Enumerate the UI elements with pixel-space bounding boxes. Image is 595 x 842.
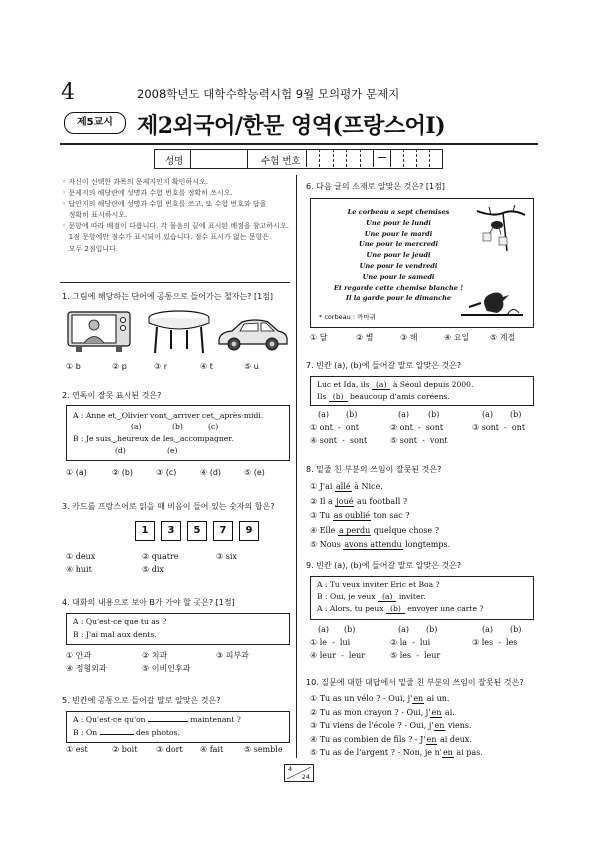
q2-choice[interactable]: ⑤ (e) <box>244 468 265 477</box>
q4-choice[interactable]: ③ 피부과 <box>216 651 249 660</box>
q4-line-a: A : Qu'est-ce que tu as ? <box>73 617 167 626</box>
q10-choice[interactable]: ① Tu as un vélo ? - Oui, j'en ai un. <box>310 694 450 703</box>
q10-stem: 10. 질문에 대한 대답에서 밑줄 친 부분의 쓰임이 잘못된 것은? <box>306 678 524 687</box>
q5-line-b-start: B : On <box>73 728 98 737</box>
instructions-rule <box>60 282 290 283</box>
q1-choice[interactable]: ⑤ u <box>244 362 259 371</box>
q5-line-a-end: maintenant ? <box>190 715 241 724</box>
instructions <box>62 178 290 254</box>
poem-note: * corbeau : 까마귀 <box>319 313 376 321</box>
q9-blank-a: (a) <box>378 592 396 602</box>
q9-colhead: (b) <box>426 625 438 634</box>
q2-mark: (d) <box>115 446 126 455</box>
q9-text: B : Oui, je veux <box>317 592 376 601</box>
header-rule <box>60 143 538 145</box>
poem-line: Une pour le vendredi <box>359 261 438 270</box>
q7-choice[interactable]: ① ont - ont <box>310 423 359 432</box>
poem-line: Il la garde pour le dimanche <box>345 294 452 303</box>
q9-text: A : Alors, tu peux <box>317 604 384 613</box>
name-field[interactable] <box>190 150 248 168</box>
q8-choice[interactable]: ① J'ai allé à Nice. <box>310 482 383 491</box>
q3-choices <box>66 552 290 578</box>
q2-mark: (c) <box>208 422 219 431</box>
q2-dialogue-box <box>66 405 290 461</box>
q6-choice[interactable]: ② 별 <box>356 333 374 342</box>
q9-colhead: (b) <box>344 625 356 634</box>
q9-colhead: (a) <box>318 625 330 634</box>
q4-choice[interactable]: ⑤ 이비인후과 <box>142 664 191 673</box>
q10-choice[interactable]: ④ Tu as combien de fils ? - J'en ai deux. <box>310 734 472 744</box>
q5-line-b-end: des photos. <box>135 728 180 737</box>
q6-choice[interactable]: ① 달 <box>310 333 328 342</box>
q7-text: Luc et Ida, ils <box>317 380 370 389</box>
q4-choice[interactable]: ② 치과 <box>142 651 168 660</box>
q7-stem: 7. 빈칸 (a), (b)에 들어갈 말로 알맞은 것은? <box>306 361 462 370</box>
q3-choice[interactable]: ③ six <box>216 552 237 561</box>
q9-colhead: (a) <box>482 625 494 634</box>
q7-text: à Séoul depuis 2000. <box>392 380 474 389</box>
instruction-line: 정확히 표시하시오. <box>62 211 128 220</box>
poem-line: Une pour le samedi <box>362 272 435 281</box>
q7-text: beaucoup d'amis coréens. <box>349 392 450 401</box>
poem-line: Une pour le mardi <box>364 229 433 238</box>
q7-colhead: (a) <box>398 410 410 419</box>
instruction-line: ◦ 문제지의 해당란에 성명과 수험 번호를 정확히 쓰시오. <box>62 189 233 198</box>
q3-card: 9 <box>239 521 259 541</box>
q10-choices <box>310 692 534 760</box>
q2-stem: 2. 연독이 잘못 표시된 것은? <box>62 391 162 400</box>
q9-line-a: A : Tu veux inviter Eric et Boa ? <box>317 580 440 589</box>
q5-choice[interactable]: ① est <box>66 745 88 754</box>
q3-choice[interactable]: ② quatre <box>142 552 179 561</box>
poem-line: Une pour le mercredi <box>358 240 439 249</box>
q4-line-b: B : J'ai mal aux dents. <box>73 630 157 639</box>
q10-choice[interactable]: ③ Tu viens de l'école ? - Oui, j'en viens. <box>310 721 472 730</box>
q7-answers <box>310 410 534 450</box>
q7-colhead: (a) <box>318 410 330 419</box>
q8-choice[interactable]: ⑤ Nous avons attendu longtemps. <box>310 540 451 549</box>
instruction-line: ◦ 자신이 선택한 과목의 문제지인지 확인하시오. <box>62 178 208 186</box>
q7-colhead: (b) <box>346 410 358 419</box>
q5-dialogue-box <box>66 711 290 743</box>
q9-dialogue-box <box>310 576 534 620</box>
q7-choice[interactable]: ⑤ sont - vont <box>390 436 448 445</box>
q6-poem-box <box>310 198 534 328</box>
q2-choice[interactable]: ③ (c) <box>156 468 177 477</box>
q7-choice[interactable]: ② ont - sont <box>390 423 444 432</box>
q1-image-car <box>216 314 290 354</box>
q6-choice[interactable]: ④ 요일 <box>444 333 470 342</box>
q1-choice[interactable]: ④ t <box>200 362 213 371</box>
q4-choices <box>66 651 290 677</box>
id-field[interactable] <box>306 149 442 167</box>
q9-choice[interactable]: ④ leur - leur <box>310 651 366 660</box>
q8-choice[interactable]: ③ Tu as oublié ton sac ? <box>310 511 410 520</box>
poem-line: Une pour le lundi <box>366 218 431 227</box>
q6-stem: 6. 다음 글의 소재로 알맞은 것은? [1점] <box>306 182 445 191</box>
q5-stem: 5. 빈칸에 공통으로 들어갈 말로 알맞은 것은? <box>62 696 221 705</box>
q3-choice[interactable]: ④ huit <box>66 565 92 574</box>
q7-blank-a: (a) <box>372 380 390 390</box>
q9-choice[interactable]: ③ les - les <box>472 638 518 647</box>
q2-choice[interactable]: ② (b) <box>112 468 134 477</box>
q1-choice[interactable]: ① b <box>66 362 81 371</box>
q3-card: 5 <box>187 521 207 541</box>
instruction-line: 1점 문항에만 점수가 표시되어 있습니다. 점수 표시가 없는 문항은 <box>62 233 269 242</box>
q3-card: 7 <box>213 521 233 541</box>
q5-line-a-start: A : Qu'est-ce qu'on <box>73 715 146 724</box>
q9-blank-b: (b) <box>386 604 405 614</box>
q1-choice[interactable]: ③ r <box>154 362 168 371</box>
poem-line: Le corbeau a sept chemises <box>347 208 450 216</box>
q5-choice[interactable]: ⑤ semble <box>244 745 283 754</box>
poem-line: Une pour le jeudi <box>366 251 431 260</box>
period-badge <box>64 112 126 134</box>
page-indicator <box>284 764 314 782</box>
q4-stem: 4. 대화의 내용으로 보아 B가 가야 할 곳은? [1점] <box>62 598 235 607</box>
q7-text: Ils <box>317 392 327 401</box>
q9-choice[interactable]: ① le - lui <box>310 638 351 647</box>
q1-image-tv <box>66 310 132 354</box>
instruction-line: 모두 2점입니다. <box>62 244 119 253</box>
instruction-line: ◦ 문항에 따라 배점이 다릅니다. 각 물음의 끝에 표시된 배점을 참고하시오. <box>62 222 289 231</box>
q3-card: 1 <box>135 521 155 541</box>
q5-choice[interactable]: ④ fait <box>200 745 224 754</box>
column-divider <box>296 175 297 758</box>
q7-text-box <box>310 376 534 406</box>
q6-choice[interactable]: ⑤ 계절 <box>490 333 516 342</box>
q5-blank <box>100 734 134 735</box>
q9-choice[interactable]: ⑤ les - leur <box>390 651 441 660</box>
q5-choice[interactable]: ② boit <box>112 745 138 754</box>
period-badge-label: 제5교시 <box>77 117 113 128</box>
q2-mark: (b) <box>172 422 183 431</box>
q9-stem: 9. 빈칸 (a), (b)에 들어갈 말로 알맞은 것은? <box>306 561 462 570</box>
name-label: 성명 <box>165 156 184 167</box>
q8-choice[interactable]: ④ Elle a perdu quelque chose ? <box>310 525 439 535</box>
q7-colhead: (a) <box>482 410 494 419</box>
q9-text: envoyer une carte ? <box>407 604 484 613</box>
q1-stem: 1. 그림에 해당하는 단어에 공통으로 들어가는 철자는? [1점] <box>62 292 274 301</box>
subject-title: 제2외국어/한문 영역(프랑스어Ⅰ) <box>137 113 446 139</box>
q7-blank-b: (b) <box>329 392 348 402</box>
q3-stem: 3. 카드를 프랑스어로 읽을 때 비음이 들어 있는 숫자의 합은? <box>62 502 275 511</box>
instruction-line: ◦ 답안지의 해당란에 성명과 수험 번호를 쓰고, 또 수험 번호와 답을 <box>62 200 267 209</box>
q9-text: inviter. <box>398 592 426 601</box>
q5-blank <box>148 721 188 722</box>
page-indicator-total: 24 <box>301 773 310 781</box>
q4-choice[interactable]: ④ 정형외과 <box>66 664 107 673</box>
poem-line: Et regarde cette chemise blanche ! <box>333 283 464 292</box>
q1-choice[interactable]: ② p <box>112 362 127 371</box>
q3-card: 3 <box>161 521 181 541</box>
q2-line-a: A : Anne et‿Olivier vont‿arriver cet‿après-midi. <box>73 411 264 420</box>
q9-colhead: (a) <box>398 625 410 634</box>
q8-choices <box>310 480 534 553</box>
q4-dialogue-box <box>66 613 290 645</box>
q2-choice[interactable]: ① (a) <box>66 468 87 477</box>
q3-choice[interactable]: ⑤ dix <box>142 565 164 574</box>
q8-choice[interactable]: ② Il a joué au football ? <box>310 496 408 506</box>
page-number: 4 <box>61 80 75 105</box>
q9-choice[interactable]: ② la - lui <box>390 638 431 647</box>
q9-answers <box>310 625 534 665</box>
q7-choice[interactable]: ③ sont - ont <box>472 423 526 432</box>
q10-choice[interactable]: ② Tu as mon crayon ? - Oui, j'en ai. <box>310 707 455 717</box>
q8-stem: 8. 밑줄 친 부분의 쓰임이 잘못된 것은? <box>306 465 442 474</box>
q7-choice[interactable]: ④ sont - sont <box>310 436 368 445</box>
q2-mark: (e) <box>167 446 178 455</box>
id-label: 수험 번호 <box>261 156 301 167</box>
q2-line-b: B : Je suis‿heureux de les‿accompagner. <box>73 434 234 443</box>
q5-choice[interactable]: ③ dort <box>156 745 183 754</box>
q7-colhead: (b) <box>510 410 522 419</box>
q7-colhead: (b) <box>428 410 440 419</box>
q1-image-table <box>145 309 213 355</box>
q10-choice[interactable]: ⑤ Tu as de l'argent ? - Non, je n'en ai pas. <box>310 748 483 757</box>
q6-choice[interactable]: ③ 해 <box>400 333 418 342</box>
q3-choice[interactable]: ① deux <box>66 552 96 561</box>
exam-title: 2008학년도 대학수학능력시험 9월 모의평가 문제지 <box>137 87 400 101</box>
page-indicator-current: 4 <box>288 765 293 773</box>
q2-mark: (a) <box>131 422 142 431</box>
q2-choice[interactable]: ④ (d) <box>200 468 222 477</box>
q4-choice[interactable]: ① 안과 <box>66 651 92 660</box>
q9-colhead: (b) <box>510 625 522 634</box>
